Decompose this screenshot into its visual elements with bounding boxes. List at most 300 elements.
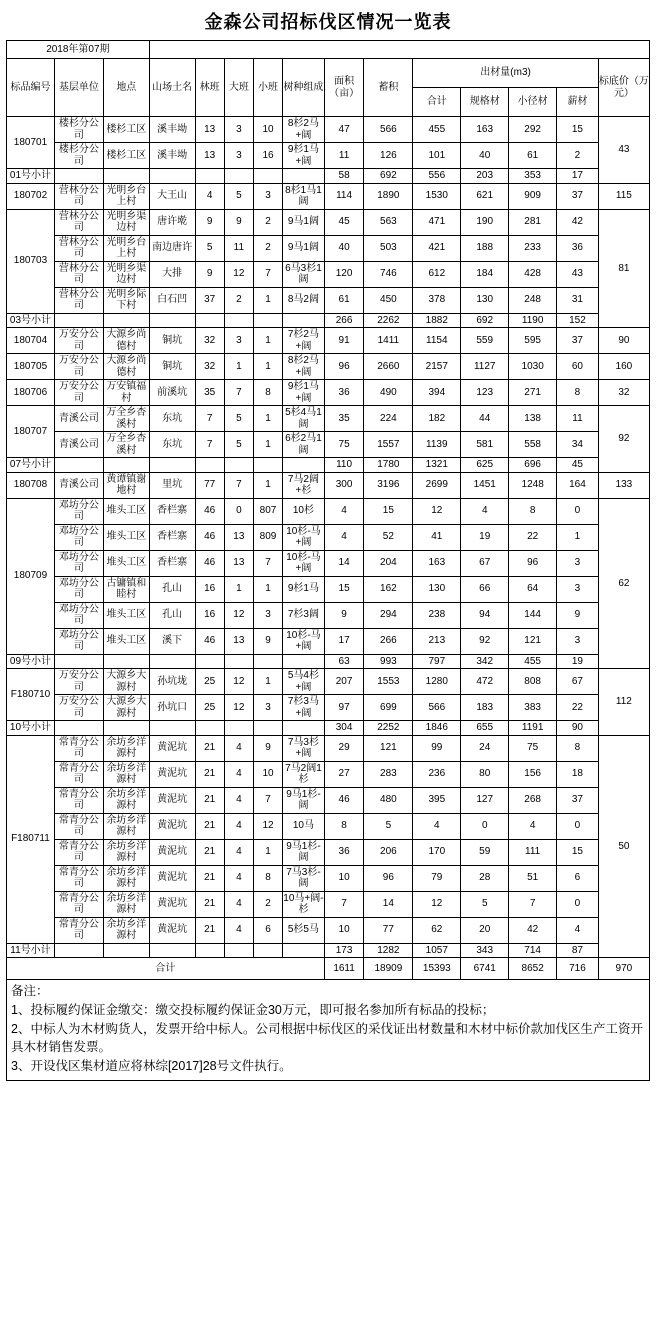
cell-volume: 3196 bbox=[364, 472, 413, 498]
cell-forest-name: 南边唐许 bbox=[149, 235, 195, 261]
cell-location: 万安镇福村 bbox=[103, 380, 149, 406]
cell-subtotal-label: 07号小计 bbox=[7, 458, 55, 473]
cell-bid-no: 180704 bbox=[7, 328, 55, 354]
cell-output-total: 1846 bbox=[413, 721, 461, 736]
table-row bbox=[7, 695, 650, 721]
cell-output-spec: 123 bbox=[461, 380, 509, 406]
cell-volume: 96 bbox=[364, 865, 413, 891]
cell-bid-no: 180701 bbox=[7, 117, 55, 169]
cell-xiaoban: 8 bbox=[253, 865, 282, 891]
table-row bbox=[7, 143, 650, 169]
cell-firewood: 67 bbox=[557, 669, 599, 695]
cell-xiaoban: 807 bbox=[253, 498, 282, 524]
cell-output-small: 248 bbox=[509, 287, 557, 313]
cell-location: 光明乡台上村 bbox=[103, 235, 149, 261]
notes-line-3: 3、开设伐区集材道应将林综[2017]28号文件执行。 bbox=[11, 1059, 292, 1073]
cell-linban: 46 bbox=[195, 550, 224, 576]
cell-linban bbox=[195, 943, 224, 958]
cell-volume: 266 bbox=[364, 628, 413, 654]
cell-output-small: 96 bbox=[509, 550, 557, 576]
cell-volume: 283 bbox=[364, 761, 413, 787]
cell-volume: 503 bbox=[364, 235, 413, 261]
cell-species: 10杉-马+阔 bbox=[283, 628, 325, 654]
cell-output-spec: 44 bbox=[461, 406, 509, 432]
cell-forest-name: 孔山 bbox=[149, 602, 195, 628]
cell-output-spec: 1451 bbox=[461, 472, 509, 498]
cell-output-total: 797 bbox=[413, 654, 461, 669]
cell-species: 7杉3阔 bbox=[283, 602, 325, 628]
table-row bbox=[7, 628, 650, 654]
cell-output-spec: 94 bbox=[461, 602, 509, 628]
cell-volume: 52 bbox=[364, 524, 413, 550]
cell-output-total: 62 bbox=[413, 917, 461, 943]
cell-subtotal-label: 03号小计 bbox=[7, 313, 55, 328]
cell-area: 4 bbox=[324, 524, 364, 550]
cell-total-volume: 18909 bbox=[364, 958, 413, 980]
subtotal-row bbox=[7, 169, 650, 184]
cell-output-total: 1154 bbox=[413, 328, 461, 354]
cell-output-small: 281 bbox=[509, 209, 557, 235]
cell-forest-name bbox=[149, 169, 195, 184]
th-volume: 蓄积 bbox=[364, 59, 413, 117]
cell-output-spec: 59 bbox=[461, 839, 509, 865]
cell-forest-name: 香栏寨 bbox=[149, 524, 195, 550]
cell-volume: 126 bbox=[364, 143, 413, 169]
cell-area: 304 bbox=[324, 721, 364, 736]
cell-firewood: 15 bbox=[557, 839, 599, 865]
cell-forest-name: 大王山 bbox=[149, 183, 195, 209]
cell-output-spec: 655 bbox=[461, 721, 509, 736]
cell-output-total: 130 bbox=[413, 576, 461, 602]
cell-output-total: 236 bbox=[413, 761, 461, 787]
cell-volume: 2252 bbox=[364, 721, 413, 736]
cell-output-total: 455 bbox=[413, 117, 461, 143]
cell-daban: 13 bbox=[224, 524, 253, 550]
notes-title: 备注： bbox=[11, 984, 49, 998]
cell-species bbox=[283, 943, 325, 958]
cell-area: 8 bbox=[324, 813, 364, 839]
cell-firewood: 17 bbox=[557, 169, 599, 184]
cell-subtotal-label: 01号小计 bbox=[7, 169, 55, 184]
cell-forest-name: 黄泥坑 bbox=[149, 917, 195, 943]
cell-total-output: 15393 bbox=[413, 958, 461, 980]
cell-base-unit: 万安分公司 bbox=[54, 328, 103, 354]
cell-xiaoban: 7 bbox=[253, 550, 282, 576]
cell-species bbox=[283, 654, 325, 669]
cell-bid-no: 180703 bbox=[7, 209, 55, 313]
cell-linban bbox=[195, 721, 224, 736]
cell-forest-name bbox=[149, 458, 195, 473]
cell-base-price: 160 bbox=[598, 354, 649, 380]
cell-daban: 3 bbox=[224, 328, 253, 354]
cell-location: 万全乡杏溪村 bbox=[103, 432, 149, 458]
cell-location: 黄谭镇谢地村 bbox=[103, 472, 149, 498]
cell-output-small: 558 bbox=[509, 432, 557, 458]
cell-output-total: 4 bbox=[413, 813, 461, 839]
cell-area: 11 bbox=[324, 143, 364, 169]
cell-xiaoban bbox=[253, 721, 282, 736]
cell-output-total: 213 bbox=[413, 628, 461, 654]
cell-location: 大源乡尚德村 bbox=[103, 354, 149, 380]
cell-linban: 9 bbox=[195, 261, 224, 287]
cell-output-total: 238 bbox=[413, 602, 461, 628]
cell-area: 61 bbox=[324, 287, 364, 313]
cell-forest-name: 唐许墘 bbox=[149, 209, 195, 235]
cell-species: 9马1阔 bbox=[283, 209, 325, 235]
cell-firewood: 4 bbox=[557, 917, 599, 943]
cell-base-unit: 邓坊分公司 bbox=[54, 524, 103, 550]
cell-output-spec: 183 bbox=[461, 695, 509, 721]
cell-xiaoban bbox=[253, 654, 282, 669]
cell-base-price: 43 bbox=[598, 117, 649, 184]
cell-species: 7马2阔+杉 bbox=[283, 472, 325, 498]
cell-area: 97 bbox=[324, 695, 364, 721]
cell-volume: 699 bbox=[364, 695, 413, 721]
table-row bbox=[7, 891, 650, 917]
cell-output-total: 1530 bbox=[413, 183, 461, 209]
cell-output-total: 421 bbox=[413, 235, 461, 261]
cell-xiaoban: 1 bbox=[253, 669, 282, 695]
th-species: 树种组成 bbox=[283, 59, 325, 117]
cell-species bbox=[283, 458, 325, 473]
cell-volume: 563 bbox=[364, 209, 413, 235]
cell-area: 40 bbox=[324, 235, 364, 261]
cell-forest-name: 黄泥坑 bbox=[149, 787, 195, 813]
cell-base-price: 90 bbox=[598, 328, 649, 354]
table-row bbox=[7, 761, 650, 787]
cell-daban: 12 bbox=[224, 602, 253, 628]
cell-area: 36 bbox=[324, 839, 364, 865]
cell-bid-no: 180706 bbox=[7, 380, 55, 406]
cell-forest-name bbox=[149, 654, 195, 669]
cell-daban: 4 bbox=[224, 891, 253, 917]
cell-output-small: 1190 bbox=[509, 313, 557, 328]
cell-area: 7 bbox=[324, 891, 364, 917]
cell-base-unit: 邓坊分公司 bbox=[54, 628, 103, 654]
cell-species: 10杉-马+阔 bbox=[283, 550, 325, 576]
th-linban: 林班 bbox=[195, 59, 224, 117]
cell-xiaoban: 809 bbox=[253, 524, 282, 550]
cell-output-spec: 188 bbox=[461, 235, 509, 261]
table-row bbox=[7, 406, 650, 432]
table-row bbox=[7, 432, 650, 458]
cell-output-spec: 190 bbox=[461, 209, 509, 235]
cell-daban: 13 bbox=[224, 628, 253, 654]
cell-daban: 12 bbox=[224, 669, 253, 695]
cell-xiaoban: 10 bbox=[253, 117, 282, 143]
th-output-group: 出材量(m3) bbox=[413, 59, 598, 88]
cell-forest-name bbox=[149, 721, 195, 736]
cell-base-unit: 青溪公司 bbox=[54, 472, 103, 498]
cell-bid-no: 180702 bbox=[7, 183, 55, 209]
cell-linban: 77 bbox=[195, 472, 224, 498]
cell-xiaoban: 7 bbox=[253, 261, 282, 287]
cell-volume: 692 bbox=[364, 169, 413, 184]
cell-output-total: 41 bbox=[413, 524, 461, 550]
cell-output-small: 353 bbox=[509, 169, 557, 184]
cell-linban bbox=[195, 654, 224, 669]
cell-volume: 204 bbox=[364, 550, 413, 576]
cell-species: 9杉1马 bbox=[283, 576, 325, 602]
cell-output-small: 271 bbox=[509, 380, 557, 406]
cell-output-small: 808 bbox=[509, 669, 557, 695]
cell-base-unit: 青溪公司 bbox=[54, 406, 103, 432]
table-row bbox=[7, 787, 650, 813]
cell-xiaoban: 1 bbox=[253, 432, 282, 458]
cell-species: 9马1杉-阔 bbox=[283, 839, 325, 865]
subtotal-row bbox=[7, 458, 650, 473]
total-row bbox=[7, 958, 650, 980]
cell-xiaoban: 7 bbox=[253, 787, 282, 813]
cell-location: 光明乡际下村 bbox=[103, 287, 149, 313]
cell-xiaoban: 12 bbox=[253, 813, 282, 839]
cell-linban: 7 bbox=[195, 432, 224, 458]
cell-volume: 1282 bbox=[364, 943, 413, 958]
cell-xiaoban bbox=[253, 943, 282, 958]
cell-firewood: 3 bbox=[557, 576, 599, 602]
cell-output-total: 99 bbox=[413, 735, 461, 761]
cell-species: 8杉1马1阔 bbox=[283, 183, 325, 209]
cell-base-unit bbox=[54, 943, 103, 958]
table-row bbox=[7, 550, 650, 576]
cell-base-unit: 常青分公司 bbox=[54, 891, 103, 917]
th-daban: 大班 bbox=[224, 59, 253, 117]
cell-bid-no: 180705 bbox=[7, 354, 55, 380]
cell-area: 27 bbox=[324, 761, 364, 787]
cell-species: 8马2阔 bbox=[283, 287, 325, 313]
cell-xiaoban bbox=[253, 169, 282, 184]
cell-location: 光明乡台上村 bbox=[103, 183, 149, 209]
cell-daban bbox=[224, 943, 253, 958]
cell-species bbox=[283, 169, 325, 184]
cell-output-small: 428 bbox=[509, 261, 557, 287]
cell-location: 光明乡渠边村 bbox=[103, 209, 149, 235]
cell-species: 9杉1马+阔 bbox=[283, 380, 325, 406]
cell-volume: 2262 bbox=[364, 313, 413, 328]
cell-output-spec: 4 bbox=[461, 498, 509, 524]
cell-linban bbox=[195, 313, 224, 328]
cell-linban: 16 bbox=[195, 576, 224, 602]
cell-base-unit: 营林分公司 bbox=[54, 209, 103, 235]
cell-xiaoban: 9 bbox=[253, 628, 282, 654]
cell-output-spec: 581 bbox=[461, 432, 509, 458]
cell-base-unit: 万安分公司 bbox=[54, 354, 103, 380]
cell-xiaoban: 9 bbox=[253, 735, 282, 761]
cell-species bbox=[283, 313, 325, 328]
cell-location: 余坊乡洋源村 bbox=[103, 917, 149, 943]
cell-species: 5杉5马 bbox=[283, 917, 325, 943]
cell-linban: 32 bbox=[195, 328, 224, 354]
cell-linban: 35 bbox=[195, 380, 224, 406]
cell-area: 114 bbox=[324, 183, 364, 209]
table-row bbox=[7, 287, 650, 313]
cell-base-unit: 常青分公司 bbox=[54, 839, 103, 865]
cell-daban: 9 bbox=[224, 209, 253, 235]
cell-area: 91 bbox=[324, 328, 364, 354]
cell-output-total: 79 bbox=[413, 865, 461, 891]
header-row-1 bbox=[7, 59, 650, 88]
cell-volume: 1890 bbox=[364, 183, 413, 209]
cell-daban bbox=[224, 654, 253, 669]
cell-output-small: 1191 bbox=[509, 721, 557, 736]
cell-base-unit: 邓坊分公司 bbox=[54, 498, 103, 524]
subtotal-row bbox=[7, 313, 650, 328]
cell-location: 堆头工区 bbox=[103, 498, 149, 524]
th-forest-name: 山场土名 bbox=[149, 59, 195, 117]
cell-output-small: 696 bbox=[509, 458, 557, 473]
cell-daban: 2 bbox=[224, 287, 253, 313]
cell-daban: 0 bbox=[224, 498, 253, 524]
cell-species: 7马3杉-阔 bbox=[283, 865, 325, 891]
table-row bbox=[7, 865, 650, 891]
cell-base-unit: 营林分公司 bbox=[54, 287, 103, 313]
cell-xiaoban: 1 bbox=[253, 287, 282, 313]
cell-output-spec: 67 bbox=[461, 550, 509, 576]
table-row bbox=[7, 328, 650, 354]
cell-daban: 7 bbox=[224, 380, 253, 406]
cell-base-unit: 营林分公司 bbox=[54, 261, 103, 287]
cell-base-unit: 万安分公司 bbox=[54, 669, 103, 695]
cell-linban: 21 bbox=[195, 761, 224, 787]
cell-output-spec: 621 bbox=[461, 183, 509, 209]
cell-location: 楼杉工区 bbox=[103, 143, 149, 169]
cell-linban: 21 bbox=[195, 735, 224, 761]
cell-output-small: 156 bbox=[509, 761, 557, 787]
subtotal-row bbox=[7, 654, 650, 669]
cell-area: 207 bbox=[324, 669, 364, 695]
cell-forest-name: 里坑 bbox=[149, 472, 195, 498]
cell-volume: 224 bbox=[364, 406, 413, 432]
cell-subtotal-label: 10号小计 bbox=[7, 721, 55, 736]
cell-volume: 480 bbox=[364, 787, 413, 813]
cell-output-spec: 203 bbox=[461, 169, 509, 184]
cell-area: 75 bbox=[324, 432, 364, 458]
cell-location bbox=[103, 943, 149, 958]
cell-output-total: 12 bbox=[413, 498, 461, 524]
cell-output-spec: 80 bbox=[461, 761, 509, 787]
cell-base-unit: 常青分公司 bbox=[54, 735, 103, 761]
cell-location: 余坊乡洋源村 bbox=[103, 865, 149, 891]
cell-base-price: 92 bbox=[598, 406, 649, 473]
cell-output-total: 1280 bbox=[413, 669, 461, 695]
cell-forest-name: 溪丰坳 bbox=[149, 117, 195, 143]
cell-species bbox=[283, 721, 325, 736]
cell-area: 29 bbox=[324, 735, 364, 761]
cell-base-unit: 楼杉分公司 bbox=[54, 117, 103, 143]
cell-output-spec: 92 bbox=[461, 628, 509, 654]
period-label: 2018年第07期 bbox=[7, 41, 150, 59]
cell-output-total: 1057 bbox=[413, 943, 461, 958]
cell-firewood: 8 bbox=[557, 735, 599, 761]
cell-forest-name bbox=[149, 313, 195, 328]
cell-base-unit bbox=[54, 169, 103, 184]
cell-area: 10 bbox=[324, 917, 364, 943]
cell-xiaoban: 3 bbox=[253, 602, 282, 628]
cell-firewood: 1 bbox=[557, 524, 599, 550]
cell-xiaoban bbox=[253, 458, 282, 473]
cell-output-small: 233 bbox=[509, 235, 557, 261]
cell-output-spec: 66 bbox=[461, 576, 509, 602]
cell-location: 大源乡尚德村 bbox=[103, 328, 149, 354]
cell-forest-name: 黄泥坑 bbox=[149, 735, 195, 761]
cell-volume: 2660 bbox=[364, 354, 413, 380]
cell-firewood: 0 bbox=[557, 891, 599, 917]
cell-firewood: 43 bbox=[557, 261, 599, 287]
cell-xiaoban: 1 bbox=[253, 839, 282, 865]
cell-output-total: 566 bbox=[413, 695, 461, 721]
cell-linban: 46 bbox=[195, 628, 224, 654]
table-row bbox=[7, 498, 650, 524]
cell-location: 堆头工区 bbox=[103, 628, 149, 654]
cell-species: 7杉3马+阔 bbox=[283, 695, 325, 721]
cell-xiaoban: 2 bbox=[253, 235, 282, 261]
cell-firewood: 9 bbox=[557, 602, 599, 628]
cell-linban: 21 bbox=[195, 891, 224, 917]
cell-location: 大源乡大源村 bbox=[103, 695, 149, 721]
cell-total-firewood: 716 bbox=[557, 958, 599, 980]
cell-base-price: 81 bbox=[598, 209, 649, 328]
cell-base-unit: 常青分公司 bbox=[54, 761, 103, 787]
cell-location: 余坊乡洋源村 bbox=[103, 891, 149, 917]
cell-location bbox=[103, 313, 149, 328]
cell-linban: 46 bbox=[195, 524, 224, 550]
cell-output-small: 121 bbox=[509, 628, 557, 654]
cell-output-spec: 342 bbox=[461, 654, 509, 669]
cell-output-small: 22 bbox=[509, 524, 557, 550]
cell-area: 45 bbox=[324, 209, 364, 235]
cell-area: 58 bbox=[324, 169, 364, 184]
cell-forest-name: 大排 bbox=[149, 261, 195, 287]
cell-daban: 3 bbox=[224, 143, 253, 169]
cell-output-spec: 20 bbox=[461, 917, 509, 943]
cell-output-total: 2699 bbox=[413, 472, 461, 498]
period-row bbox=[7, 41, 650, 59]
table-row bbox=[7, 813, 650, 839]
cell-area: 15 bbox=[324, 576, 364, 602]
cell-total-small: 8652 bbox=[509, 958, 557, 980]
cell-forest-name: 溪下 bbox=[149, 628, 195, 654]
cell-output-small: 144 bbox=[509, 602, 557, 628]
th-area: 面积（亩） bbox=[324, 59, 364, 117]
cell-firewood: 164 bbox=[557, 472, 599, 498]
cell-output-spec: 163 bbox=[461, 117, 509, 143]
th-output-total: 合计 bbox=[413, 88, 461, 117]
cell-base-unit: 常青分公司 bbox=[54, 813, 103, 839]
cell-output-spec: 184 bbox=[461, 261, 509, 287]
cell-output-spec: 472 bbox=[461, 669, 509, 695]
cell-firewood: 90 bbox=[557, 721, 599, 736]
cell-forest-name: 孔山 bbox=[149, 576, 195, 602]
cell-output-small: 383 bbox=[509, 695, 557, 721]
cell-linban: 21 bbox=[195, 787, 224, 813]
cell-firewood: 60 bbox=[557, 354, 599, 380]
cell-species: 10马 bbox=[283, 813, 325, 839]
cell-bid-no: 180708 bbox=[7, 472, 55, 498]
cell-firewood: 45 bbox=[557, 458, 599, 473]
cell-output-small: 138 bbox=[509, 406, 557, 432]
cell-volume: 566 bbox=[364, 117, 413, 143]
cell-linban: 4 bbox=[195, 183, 224, 209]
cell-bid-no: 180707 bbox=[7, 406, 55, 458]
cell-forest-name: 黄泥坑 bbox=[149, 839, 195, 865]
cell-output-total: 101 bbox=[413, 143, 461, 169]
cell-species: 6杉2马1阔 bbox=[283, 432, 325, 458]
cell-base-unit: 常青分公司 bbox=[54, 787, 103, 813]
table-row bbox=[7, 669, 650, 695]
cell-output-spec: 127 bbox=[461, 787, 509, 813]
cell-output-spec: 130 bbox=[461, 287, 509, 313]
cell-xiaoban: 1 bbox=[253, 328, 282, 354]
